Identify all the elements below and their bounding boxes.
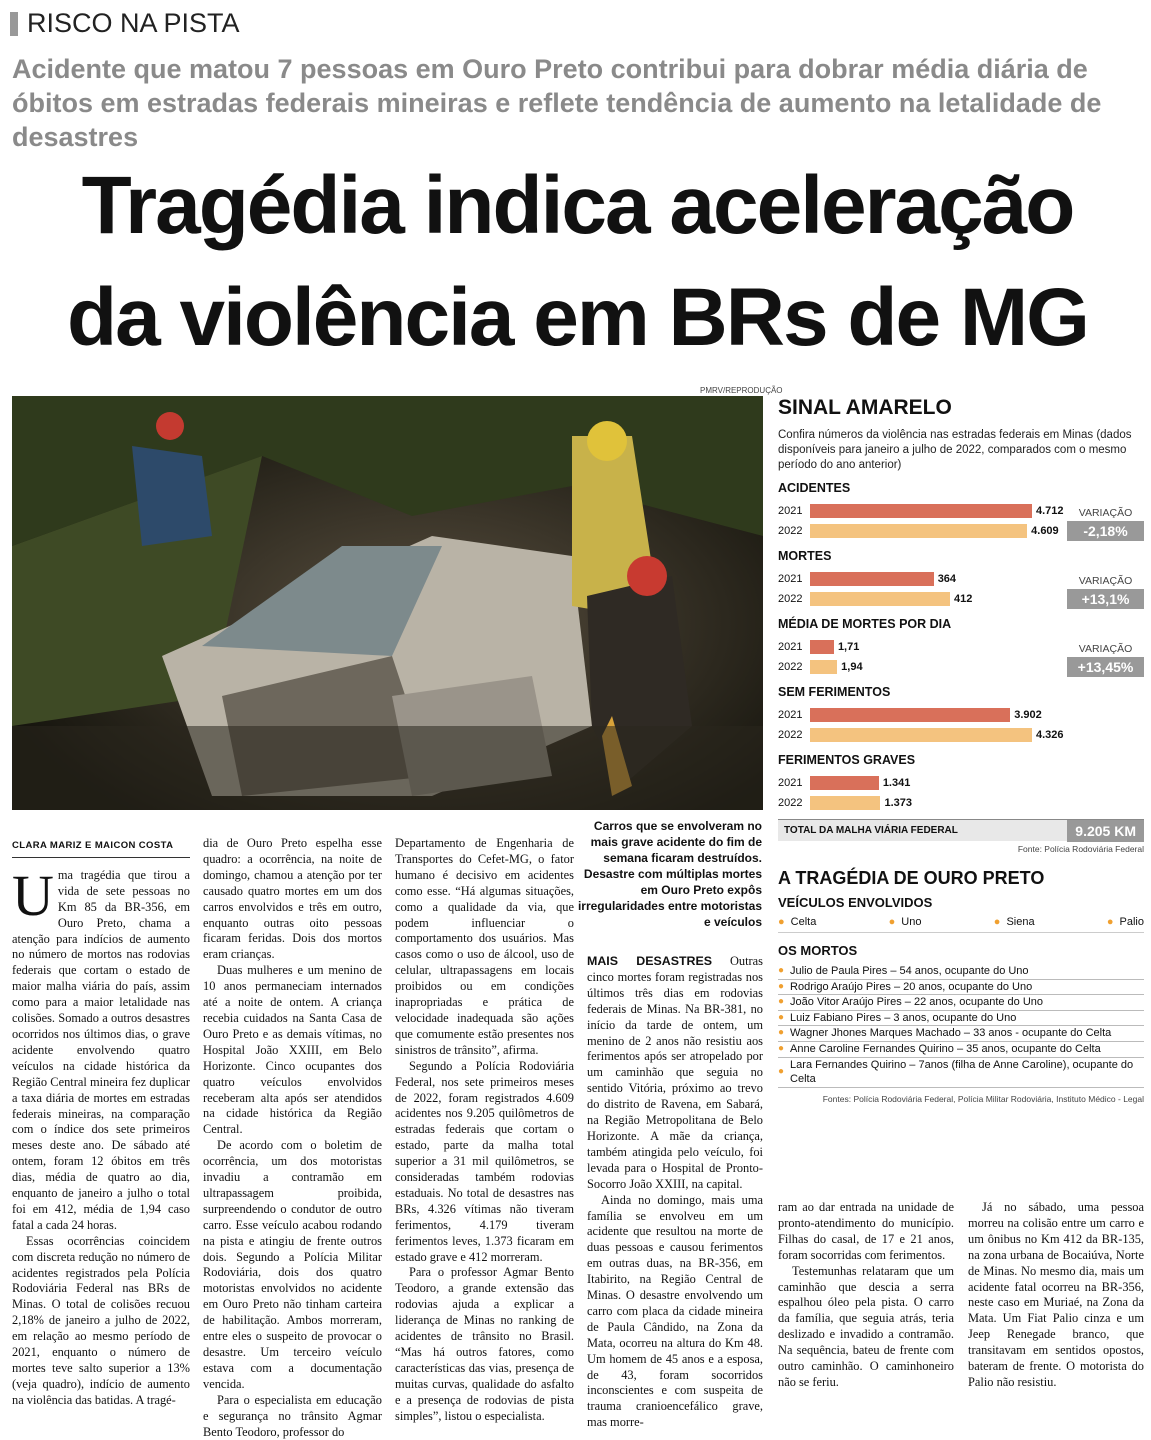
bar-2021 — [810, 640, 834, 654]
bar-value: 4.326 — [1036, 729, 1064, 741]
paragraph: Já no sábado, uma pessoa morreu na colisão entre um carro e um ônibus no Km 412 da BR-135, na zona urbana de Bocaiúva, Norte de Minas. No mesmo dia, mais um acidente fatal ocorreu na BR-356, neste caso em Muriaé, na Zona da Mata. Um Fiat Palio cinza e um Jeep Renegade branco, que transitavam em sentidos opostos, bateram de frente. O motorista do Palio não resistiu. — [968, 1200, 1144, 1389]
variation-value: -2,18% — [1067, 521, 1144, 541]
variation-label: VARIAÇÃO — [1078, 575, 1133, 587]
headline-line-1: Tragédia indica aceleração — [81, 160, 1074, 251]
bar-2021 — [810, 708, 1010, 722]
total-network-row — [778, 819, 1144, 841]
tragedy-box — [778, 868, 1144, 1104]
paragraph: Ainda no domingo, mais uma família se envolveu em um acidente que resultou na morte de duas pessoas e causou ferimentos em outras duas, na BR-356, em Itabirito, na Região Central de Minas. O desastre envolvendo um carro com placa da cidade mineira de Paula Cândido, na Zona da Mata, ocorreu na altura do Km 48. Um homem de 45 anos e a esposa, de 43, foram socorridos inconscientes e com suspeita de trauma cranioencefálico grave, mas morre- — [587, 1192, 763, 1430]
year-label: 2021 — [778, 641, 803, 653]
bar-value: 412 — [954, 593, 973, 605]
paragraph: Testemunhas relataram que um caminhão que descia a serra espalhou óleo pela pista. O carro da família, que seguia atrás, teria deslizado e invadido a contramão. Na sequência, bateu de frente com outro caminhão. O caminhoneiro não se feriu. — [778, 1263, 954, 1389]
chart-group-title: ACIDENTES — [778, 481, 851, 495]
chart-row-2022 — [778, 793, 1144, 813]
year-label: 2021 — [778, 777, 803, 789]
chart-group-title: MORTES — [778, 549, 832, 563]
variation-value: +13,45% — [1067, 657, 1144, 677]
paragraph-text: Outras cinco mortes foram registradas nos últimos três dias em rodovias federais de Minas. Na BR-381, no início da tarde de ontem, um menino de 2 anos não resistiu aos ferimentos após ser atropelado por um caminhão que seguia no sentido Vitória, próximo ao trevo do distrito de Ravena, em Sabará, na Região Metropolitana de Belo Horizonte. A mãe da criança, também atingida pelo veículo, foi levada para o Hospital de Pronto-Socorro João XXIII, na capital. — [587, 954, 763, 1191]
bar-2022 — [810, 660, 837, 674]
bar-2021 — [810, 504, 1032, 518]
headline — [10, 150, 1145, 374]
byline: CLARA MARIZ E MAICON COSTA — [12, 838, 190, 858]
photo-caption: Carros que se envolveram no mais grave acidente do fim de semana ficaram destruídos. Desastre com múltiplas mortes em Ouro Preto expôs irregularidades entre motoristas e veículos — [577, 819, 762, 929]
kicker-bar — [10, 12, 18, 36]
variation-box — [1067, 643, 1144, 677]
year-label: 2022 — [778, 593, 803, 605]
chart-group — [778, 753, 1144, 813]
accident-photo — [12, 396, 763, 810]
bar-2022 — [810, 592, 950, 606]
variation-value: +13,1% — [1067, 589, 1144, 609]
infographic — [778, 396, 1144, 1104]
paragraph — [587, 954, 763, 1193]
bar-value: 4.712 — [1036, 505, 1064, 517]
paragraph: Para o professor Agmar Bento Teodoro, a grande extensão das rodovias ajuda a explicar a liderança de Minas no ranking de acidentes de trânsito no Brasil. “Mas há outros fatores, como características das vias, presença de muitas curvas, qualidade do asfalto e a presença de rodovias de pista simples”, listou o especialista. — [395, 1265, 574, 1423]
variation-label: VARIAÇÃO — [1078, 507, 1133, 519]
year-label: 2021 — [778, 505, 803, 517]
victim-item: ● Anne Caroline Fernandes Quirino – 35 anos, ocupante do Celta — [778, 1042, 1144, 1058]
chart-group — [778, 481, 1144, 541]
paragraph: Duas mulheres e um menino de 10 anos permaneciam internados até a noite de ontem. A criança recebia cuidados na Santa Casa de Ouro Preto e as demais vítimas, no Hospital João XXIII, em Belo Horizonte. Cinco ocupantes dos quatro veículos envolvidos receberam alta após ser atendidos na cidade histórica da Região Central. — [203, 963, 382, 1137]
article-column-3 — [395, 836, 574, 1423]
chart-group-title: FERIMENTOS GRAVES — [778, 753, 916, 767]
year-label: 2022 — [778, 797, 803, 809]
victim-item: ● Lara Fernandes Quirino – 7anos (filha de Anne Caroline), ocupante do Celta — [778, 1058, 1144, 1088]
victim-item: ● Wagner Jhones Marques Machado – 33 anos - ocupante do Celta — [778, 1026, 1144, 1042]
article-column-5 — [778, 1200, 954, 1388]
chart-group-title: MÉDIA DE MORTES POR DIA — [778, 617, 952, 631]
total-value: 9.205 KM — [1067, 820, 1144, 842]
article-column-4 — [587, 954, 763, 1430]
chart-group — [778, 685, 1144, 745]
chart-group — [778, 549, 1144, 609]
bar-value: 3.902 — [1014, 709, 1042, 721]
vehicles-title: VEÍCULOS ENVOLVIDOS — [778, 895, 933, 910]
article-column-1 — [12, 838, 190, 1407]
variation-box — [1067, 575, 1144, 609]
paragraph: Para o especialista em educação e segurança no trânsito Agmar Bento Teodoro, professor do — [203, 1392, 382, 1439]
victim-item: ● Julio de Paula Pires – 54 anos, ocupante do Uno — [778, 964, 1144, 980]
subtitle: Acidente que matou 7 pessoas em Ouro Preto contribui para dobrar média diária de óbitos em estradas federais mineiras e reflete tendência de aumento na letalidade de desastres — [12, 54, 1102, 152]
paragraph: ma tragédia que tirou a vida de sete pessoas no Km 85 da BR-356, em Ouro Preto, chama a atenção para indícios de aumento no número de mortos nas rodovias federais que cortam o estado de maior malha viária do país, assim como para a maior letalidade nas colisões. Somado a outros desastres ocorridos nos últimos dias, o grave acidente envolvendo quatro veículos na cidade histórica da Região Central mineira fez duplicar a taxa diária de mortes em estradas federais mineiras, na comparação com o índice dos sete primeiros meses deste ano. De sábado até ontem, foram 12 óbitos em três dias, média de quatro ao dia, enquanto de janeiro a julho o total foi em 412, média de 1,94 caso fatal a cada 24 horas. — [12, 867, 190, 1232]
article-column-6 — [968, 1200, 1144, 1388]
tragedy-sources: Fontes: Polícia Rodoviária Federal, Polícia Militar Rodoviária, Instituto Médico - Legal — [822, 1093, 1144, 1104]
bar-chart — [778, 481, 1144, 813]
bar-value: 1.341 — [882, 777, 911, 789]
bar-2022 — [810, 728, 1032, 742]
chart-group — [778, 617, 1144, 677]
paragraph: dia de Ouro Preto espelha esse quadro: a ocorrência, na noite de domingo, chamou a atenção por ter causado quatro mortes em um dos carros envolvidos e três em outro, enquanto outras oito pessoas ficaram feridas. Dois dos mortos eram crianças. — [203, 836, 382, 962]
year-label: 2022 — [778, 661, 803, 673]
year-label: 2021 — [778, 573, 803, 585]
paragraph: Segundo a Polícia Rodoviária Federal, nos sete primeiros meses de 2022, foram registrados 4.609 acidentes nos 9.205 quilômetros de estradas federais que cortam o estado, parte da malha total superior a 31 mil quilômetros, se consideradas também rodovias estaduais. No total de desastres nas BRs, 4.326 vítimas não tiveram ferimentos, 4.179 tiveram ferimentos leves, 1.373 ficaram em estado grave e 412 morreram. — [395, 1058, 574, 1264]
chart-row-2021 — [778, 705, 1144, 725]
bar-2021 — [810, 776, 879, 790]
vehicle-item: ● Uno — [889, 916, 922, 928]
drop-cap: U — [12, 862, 54, 928]
variation-label: VARIAÇÃO — [1078, 643, 1133, 655]
bar-value: 1,71 — [837, 641, 860, 653]
year-label: 2021 — [778, 709, 803, 721]
victim-item: ● João Vitor Araújo Pires – 22 anos, ocupante do Uno — [778, 995, 1144, 1011]
infographic-intro: Confira números da violência nas estradas federais em Minas (dados disponíveis para janeiro a julho de 2022, comparados com o mesmo período do ano anterior) — [778, 429, 1132, 471]
victim-item: ● Rodrigo Araújo Pires – 20 anos, ocupante do Uno — [778, 980, 1144, 996]
section-kicker — [10, 8, 240, 39]
subhead-lead: MAIS DESASTRES — [587, 954, 712, 968]
bar-value: 364 — [937, 573, 957, 585]
vehicles-list — [778, 916, 1144, 933]
photo-credit: PMRV/REPRODUÇÃO — [700, 386, 783, 395]
bar-2022 — [810, 796, 880, 810]
accident-photo-illustration — [12, 396, 763, 810]
paragraph: Departamento de Engenharia de Transportes do Cefet-MG, o fator humano é decisivo em acidentes como esse. “Há algumas situações, como a qualidade da via, que podem influenciar o comportamento dos usuários. Mas casos como o uso de álcool, uso de celular, ultrapassagens em locais proibidos ou em condições inapropriadas e prática de velocidade inadequada são ações que comumente estão presentes nos sinistros de trânsito”, afirma. — [395, 836, 574, 1057]
variation-box — [1067, 507, 1144, 541]
chart-source: Fonte: Polícia Rodoviária Federal — [1017, 844, 1144, 854]
vehicle-item: ● Celta — [778, 916, 816, 928]
vehicle-item: ● Palio — [1107, 916, 1144, 928]
infographic-title: SINAL AMARELO — [778, 396, 952, 419]
bar-2022 — [810, 524, 1027, 538]
chart-row-2022 — [778, 725, 1144, 745]
kicker-text: RISCO NA PISTA — [27, 8, 240, 38]
paragraph: De acordo com o boletim de ocorrência, um dos motoristas invadiu a contramão em ultrapassagem proibida, surpreendendo o condutor de outro carro. Esse veículo acabou rodando na pista e atingiu de frente outros dois. Segundo a Polícia Militar Rodoviária, dois dos quatro motoristas envolvidos no acidente em Ouro Preto não tinham carteira de habilitação. Ambos morreram, entre eles o suspeito de provocar o desastre. Um terceiro veículo estava com a documentação vencida. — [203, 1138, 382, 1391]
victim-item: ● Luiz Fabiano Pires – 3 anos, ocupante do Uno — [778, 1011, 1144, 1027]
year-label: 2022 — [778, 525, 803, 537]
paragraph: Essas ocorrências coincidem com discreta redução no número de acidentes registrados pela Polícia Rodoviária Federal nas BRs de Minas. O total de colisões recuou 2,18% de janeiro a julho de 2022, em relação ao mesmo período de 2021, enquanto o número de mortes teve salto superior a 13% (veja quadro), indício de aumento na violência das batidas. A tragé- — [12, 1233, 190, 1407]
bar-value: 1.373 — [884, 797, 912, 809]
headline-line-2: da violência em BRs de MG — [67, 272, 1088, 363]
bar-value: 1,94 — [841, 661, 863, 673]
vehicle-item: ● Siena — [994, 916, 1035, 928]
bar-value: 4.609 — [1031, 525, 1059, 537]
dead-title: OS MORTOS — [778, 943, 858, 958]
chart-row-2021 — [778, 773, 1144, 793]
chart-group-title: SEM FERIMENTOS — [778, 685, 891, 699]
paragraph: ram ao dar entrada na unidade de pronto-atendimento do município. Filhas do casal, de 17 e 21 anos, foram socorridas com ferimentos. — [778, 1200, 954, 1262]
article-column-2 — [203, 836, 382, 1439]
year-label: 2022 — [778, 729, 803, 741]
total-label: TOTAL DA MALHA VIÁRIA FEDERAL — [784, 825, 958, 836]
tragedy-title: A TRAGÉDIA DE OURO PRETO — [778, 868, 1045, 888]
bar-2021 — [810, 572, 934, 586]
